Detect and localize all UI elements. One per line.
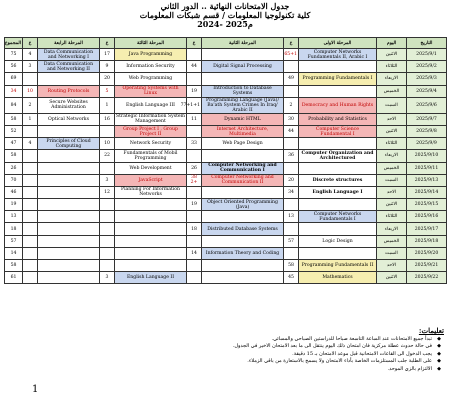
cell-stage3: Java Programming (115, 49, 187, 61)
cell-n3: 17 (100, 49, 115, 61)
cell-n1: 44 (284, 125, 299, 137)
cell-stage1 (299, 223, 377, 235)
cell-n2 (187, 235, 202, 247)
table-row (5, 211, 447, 223)
cell-stage2 (202, 186, 284, 198)
cell-total: 19 (5, 199, 23, 211)
table-row (5, 199, 447, 211)
cell-n1: 58 (284, 260, 299, 272)
cell-stage2 (202, 211, 284, 223)
cell-n3: 9 (100, 61, 115, 73)
cell-n3 (100, 260, 115, 272)
table-row (5, 97, 447, 113)
table-row (5, 223, 447, 235)
cell-stage3 (115, 223, 187, 235)
cell-stage2 (202, 73, 284, 85)
cell-n3 (100, 199, 115, 211)
cell-total: 61 (5, 272, 23, 284)
cell-stage3: Web Development (115, 162, 187, 174)
cell-stage1: Computer Networks Fundamentals I (299, 211, 377, 223)
cell-stage1: Discrete structures (299, 174, 377, 186)
cell-stage4: Secure Websites Administration (38, 97, 100, 113)
cell-n2: 77+1+1 (187, 97, 202, 113)
cell-n4: 4 (23, 138, 38, 150)
cell-n4: 1 (23, 113, 38, 125)
cell-stage3: JavaScript (115, 174, 187, 186)
cell-total: 18 (5, 223, 23, 235)
cell-date: 2025/9/6 (407, 97, 447, 113)
cell-total: 84 (5, 97, 23, 113)
cell-day: السبت (377, 174, 407, 186)
cell-stage3 (115, 235, 187, 247)
col-total: المجموع (5, 38, 23, 49)
cell-stage1: Programming Fundamentals II (299, 260, 377, 272)
col-n1: ع (284, 38, 299, 49)
cell-n2 (187, 49, 202, 61)
table-row (5, 113, 447, 125)
cell-stage1: Computer Networks Fundamentals II, Arabic I (299, 49, 377, 61)
cell-n1: 49 (284, 73, 299, 85)
cell-stage3: Operating Systems with Linux (115, 85, 187, 97)
cell-stage4 (38, 247, 100, 259)
cell-n4 (23, 174, 38, 186)
table-row (5, 61, 447, 73)
cell-total: 56 (5, 61, 23, 73)
cell-stage4: Optical Networks (38, 113, 100, 125)
cell-n3: 20 (100, 73, 115, 85)
cell-n3: 10 (100, 138, 115, 150)
cell-n1: 45 (284, 272, 299, 284)
cell-stage4 (38, 186, 100, 198)
cell-stage3 (115, 247, 187, 259)
cell-total: 57 (5, 235, 23, 247)
cell-stage3 (115, 260, 187, 272)
cell-stage4 (38, 260, 100, 272)
cell-date: 2025/9/10 (407, 150, 447, 162)
cell-date: 2025/9/22 (407, 272, 447, 284)
instruction-item: ◆ على الطلبة جلب المستلزمات الخاصة بأداء الامتحان ولا يسمح بالاستعارة من باقي الزملاء. (4, 358, 432, 365)
cell-stage2: Object Oriented Programming (Java) (202, 199, 284, 211)
cell-stage2: Programming Language (Java)/ Ba'ath System Crimes In Iraq/ Arabic II (202, 97, 284, 113)
cell-n1: 34 (284, 186, 299, 198)
cell-n1 (284, 85, 299, 97)
cell-stage2: Distributed Database Systems (202, 223, 284, 235)
cell-date: 2025/9/21 (407, 260, 447, 272)
cell-stage2 (202, 272, 284, 284)
instruction-item: ◆ تبدأ جميع الامتحانات عند الساعة التاسعة صباحا للدراستين الصباحي والمسائي. (4, 336, 432, 343)
cell-n3: 3 (100, 174, 115, 186)
cell-total: 26 (5, 162, 23, 174)
cell-n2: 18 (187, 223, 202, 235)
col-n3: ع (100, 38, 115, 49)
cell-n2: 38 +2 (187, 174, 202, 186)
cell-stage1 (299, 162, 377, 174)
table-row (5, 150, 447, 162)
cell-date: 2025/9/18 (407, 235, 447, 247)
cell-date: 2025/9/13 (407, 174, 447, 186)
cell-day: الاثنين (377, 49, 407, 61)
page-number: 1 (32, 384, 39, 395)
cell-stage1: Democracy and Human Rights (299, 97, 377, 113)
cell-n3 (100, 162, 115, 174)
cell-stage4 (38, 150, 100, 162)
cell-n2: 19 (187, 85, 202, 97)
cell-n2 (187, 125, 202, 137)
cell-n3 (100, 223, 115, 235)
cell-stage2: Computer Networking and Communication I (202, 162, 284, 174)
cell-stage4: Principles of Cloud Computing (38, 138, 100, 150)
cell-day: الاثنين (377, 199, 407, 211)
cell-n4 (23, 199, 38, 211)
table-row (5, 138, 447, 150)
cell-day: الثلاثاء (377, 138, 407, 150)
table-row (5, 235, 447, 247)
table-header-row (5, 38, 447, 49)
cell-total: 46 (5, 186, 23, 198)
col-stage4: المرحلة الرابعة (38, 38, 100, 49)
cell-stage3: Information Security (115, 61, 187, 73)
cell-stage4 (38, 125, 100, 137)
cell-n4 (23, 211, 38, 223)
cell-n4 (23, 73, 38, 85)
cell-date: 2025/9/17 (407, 223, 447, 235)
cell-day: الاربعاء (377, 73, 407, 85)
cell-stage1: English Language I (299, 186, 377, 198)
instruction-item: ◆ الالتزام بالزي الموحد. (4, 366, 432, 373)
cell-stage1: Probability and Statistics (299, 113, 377, 125)
cell-stage2: Computer Networking and Communication II (202, 174, 284, 186)
instructions-section (4, 326, 444, 373)
cell-n3 (100, 247, 115, 259)
cell-n1: 20 (284, 174, 299, 186)
cell-stage3: Strategic Information System Management (116, 114, 185, 125)
cell-date: 2025/9/7 (407, 113, 447, 125)
cell-stage4 (38, 174, 100, 186)
cell-stage1: Programming Fundamentals I (299, 73, 377, 85)
cell-total: 34 (5, 85, 23, 97)
table-row (5, 260, 447, 272)
table-row (5, 125, 447, 137)
cell-day: السبت (377, 247, 407, 259)
cell-n3: 16 (100, 113, 115, 125)
header-college: كلية تكنولوجيا المعلومات / قسم شبكات المعلومات (139, 10, 311, 20)
page-header (0, 2, 450, 29)
cell-stage3: Web Programming (115, 73, 187, 85)
cell-stage3: English Language III (115, 97, 187, 113)
table-row (5, 162, 447, 174)
table-row (5, 247, 447, 259)
cell-n2: 26 (187, 162, 202, 174)
cell-date: 2025/9/9 (407, 138, 447, 150)
cell-total: 70 (5, 174, 23, 186)
cell-day: الاثنين (377, 272, 407, 284)
cell-n1: 36 (284, 150, 299, 162)
cell-date: 2025/9/14 (407, 186, 447, 198)
cell-n4 (23, 272, 38, 284)
cell-n1 (284, 61, 299, 73)
cell-total: 13 (5, 211, 23, 223)
cell-day: الاحد (377, 260, 407, 272)
cell-n2 (187, 211, 202, 223)
cell-stage2: Web Page Design (202, 138, 284, 150)
cell-n2: 11 (187, 113, 202, 125)
instruction-item: ◆ في حالة حدوث عطلة مركزية فان امتحان ذلك اليوم ينتقل الى ما بعد الامتحان الاخير في الجدول. (4, 343, 432, 350)
cell-date: 2025/9/1 (407, 49, 447, 61)
cell-n1 (284, 199, 299, 211)
cell-stage2 (202, 150, 284, 162)
cell-stage1 (299, 85, 377, 97)
cell-stage3 (115, 199, 187, 211)
cell-n2 (187, 260, 202, 272)
cell-n4 (23, 162, 38, 174)
table-row (5, 272, 447, 284)
cell-n1: 65+1 (284, 49, 299, 61)
col-stage3: المرحلة الثالثة (115, 38, 187, 49)
cell-n4: 4 (23, 49, 38, 61)
instructions-title: تعليمات: (418, 326, 444, 335)
cell-stage1 (299, 247, 377, 259)
cell-stage4 (38, 272, 100, 284)
cell-date: 2025/9/2 (407, 61, 447, 73)
cell-n4 (23, 260, 38, 272)
cell-date: 2025/9/15 (407, 199, 447, 211)
cell-n2 (187, 150, 202, 162)
cell-day: السبت (377, 97, 407, 113)
cell-n2: 44 (187, 61, 202, 73)
cell-n4: 2 (23, 97, 38, 113)
cell-n3 (100, 235, 115, 247)
cell-stage1: Computer Organization and Architectured (299, 150, 377, 162)
cell-n1 (284, 223, 299, 235)
cell-n1 (284, 162, 299, 174)
cell-stage3: Network Security (115, 138, 187, 150)
cell-stage2 (202, 235, 284, 247)
cell-stage2: Dynamic HTML (202, 113, 284, 125)
col-n4: ع (23, 38, 38, 49)
cell-total: 69 (5, 73, 23, 85)
col-n2: ع (187, 38, 202, 49)
cell-day: الاحد (377, 113, 407, 125)
cell-stage2: Introduction to Database Systems (202, 85, 284, 97)
cell-n2 (187, 186, 202, 198)
header-title: جدول الامتحانات النهائية .. الدور الثاني (160, 1, 290, 11)
table-row (5, 186, 447, 198)
cell-day: الثلاثاء (377, 211, 407, 223)
cell-n3: 5 (100, 85, 115, 97)
cell-date: 2025/9/3 (407, 73, 447, 85)
cell-total: 58 (5, 113, 23, 125)
cell-n3: 1 (100, 97, 115, 113)
table-row (5, 174, 447, 186)
cell-stage2: Digital Signal Processing (202, 61, 284, 73)
cell-day: الخميس (377, 162, 407, 174)
cell-stage2: Internet Architecture, Multimedia (202, 125, 284, 137)
instruction-item: ◆ يجب الدخول الى القاعات الامتحانية قبل موعد الامتحان بـ 15 دقيقة. (4, 351, 432, 358)
cell-stage1 (299, 61, 377, 73)
table-row (5, 85, 447, 97)
cell-stage1: Computer Science Fundamental I (299, 125, 377, 137)
cell-stage4 (38, 73, 100, 85)
cell-total: 58 (5, 150, 23, 162)
cell-stage2 (202, 260, 284, 272)
cell-n3 (100, 211, 115, 223)
cell-total: 75 (5, 49, 23, 61)
cell-stage4 (38, 162, 100, 174)
cell-n3: 12 (100, 186, 115, 198)
cell-stage1 (299, 199, 377, 211)
cell-n4 (23, 125, 38, 137)
cell-day: الاربعاء (377, 223, 407, 235)
cell-day: الاربعاء (377, 150, 407, 162)
cell-date: 2025/9/20 (407, 247, 447, 259)
cell-stage3: English Language II (115, 272, 187, 284)
cell-stage4 (38, 211, 100, 223)
cell-stage4 (38, 235, 100, 247)
cell-stage3: Planning For Information Networks (115, 186, 187, 198)
cell-stage4: Data Communication and Networking II (38, 61, 100, 73)
cell-total: 14 (5, 247, 23, 259)
cell-n3: 3 (100, 272, 115, 284)
cell-stage1: Mathematics (299, 272, 377, 284)
cell-day: الخميس (377, 85, 407, 97)
cell-stage3: Fundamentals of Mobil Programming (115, 150, 187, 162)
col-day: اليوم (377, 38, 407, 49)
cell-day: الخميس (377, 235, 407, 247)
cell-stage4 (38, 199, 100, 211)
cell-n2: 14 (187, 247, 202, 259)
cell-stage2 (202, 49, 284, 61)
cell-stage4: Routing Protocols (38, 85, 100, 97)
cell-n1 (284, 247, 299, 259)
table-row (5, 73, 447, 85)
cell-date: 2025/9/4 (407, 85, 447, 97)
cell-stage1 (299, 138, 377, 150)
cell-total: 52 (5, 125, 23, 137)
col-stage1: المرحلة الاولى (299, 38, 377, 49)
cell-stage2: Information Theory and Coding (202, 247, 284, 259)
cell-n4 (23, 186, 38, 198)
cell-total: 58 (5, 260, 23, 272)
cell-n1: 13 (284, 211, 299, 223)
cell-date: 2025/9/8 (407, 125, 447, 137)
col-stage2: المرحلة الثانية (202, 38, 284, 49)
cell-n3: 22 (100, 150, 115, 162)
cell-n2 (187, 272, 202, 284)
cell-n2: 33 (187, 138, 202, 150)
cell-n2 (187, 73, 202, 85)
cell-n2: 19 (187, 199, 202, 211)
cell-n4: 3 (23, 61, 38, 73)
cell-n4 (23, 235, 38, 247)
cell-n1 (284, 138, 299, 150)
exam-schedule-table (4, 37, 447, 284)
cell-n1: 30 (284, 113, 299, 125)
table-row (5, 49, 447, 61)
cell-n4 (23, 247, 38, 259)
cell-n4: 10 (23, 85, 38, 97)
cell-n1: 2 (284, 97, 299, 113)
cell-stage4: Data Communication and Networking I (38, 49, 100, 61)
instructions-list (4, 336, 444, 373)
cell-n3 (100, 125, 115, 137)
header-year: 2024- 2025م (197, 19, 253, 29)
cell-stage3: Group Project I , Group Project II (115, 125, 187, 137)
cell-date: 2025/9/16 (407, 211, 447, 223)
cell-day: الاحد (377, 186, 407, 198)
cell-day: الثلاثاء (377, 61, 407, 73)
cell-day: الاثنين (377, 125, 407, 137)
cell-date: 2025/9/11 (407, 162, 447, 174)
cell-n1: 57 (284, 235, 299, 247)
col-date: التاريخ (407, 38, 447, 49)
cell-total: 47 (5, 138, 23, 150)
cell-n4 (23, 223, 38, 235)
cell-stage4 (38, 223, 100, 235)
cell-stage1: Logic Design (299, 235, 377, 247)
cell-stage3 (115, 211, 187, 223)
cell-n4 (23, 150, 38, 162)
